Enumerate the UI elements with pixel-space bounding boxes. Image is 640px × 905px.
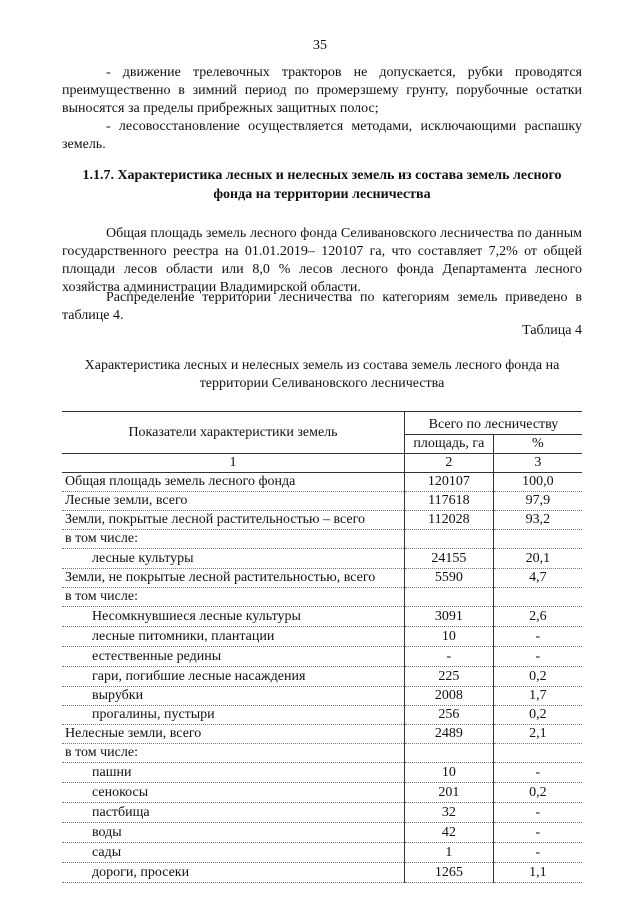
row-label: прогалины, пустыри <box>62 706 405 725</box>
row-label: лесные питомники, плантации <box>62 627 405 647</box>
row-percent: 1,7 <box>493 687 582 706</box>
page-number: 35 <box>313 38 327 53</box>
row-percent <box>493 588 582 607</box>
row-label: естественные редины <box>62 647 405 667</box>
row-area: 5590 <box>405 569 494 588</box>
section-heading: 1.1.7. Характеристика лесных и нелесных земель из состава земель лесного фонда на территории лесничества <box>82 168 562 202</box>
col-number-2: 2 <box>405 454 494 473</box>
header-indicator: Показатели характеристики земель <box>62 412 405 454</box>
row-area: 1265 <box>405 863 494 883</box>
table-row <box>62 511 582 530</box>
table-row <box>62 706 582 725</box>
table-row <box>62 783 582 803</box>
row-label: Нелесные земли, всего <box>62 725 405 744</box>
row-percent: 100,0 <box>493 473 582 492</box>
row-label: Лесные земли, всего <box>62 492 405 511</box>
row-area: 10 <box>405 627 494 647</box>
row-area <box>405 530 494 549</box>
table-row <box>62 569 582 588</box>
table-row <box>62 803 582 823</box>
table-row <box>62 492 582 511</box>
table-row <box>62 667 582 687</box>
table-row <box>62 647 582 667</box>
row-area: 32 <box>405 803 494 823</box>
table-row <box>62 744 582 763</box>
row-percent: - <box>493 803 582 823</box>
row-area <box>405 744 494 763</box>
row-label: в том числе: <box>62 744 405 763</box>
header-percent: % <box>493 435 582 454</box>
row-percent: 0,2 <box>493 667 582 687</box>
land-table <box>62 411 582 883</box>
row-label: сады <box>62 843 405 863</box>
row-area: 120107 <box>405 473 494 492</box>
row-percent: 93,2 <box>493 511 582 530</box>
table-row <box>62 843 582 863</box>
table-row <box>62 473 582 492</box>
row-percent: - <box>493 763 582 783</box>
row-percent: - <box>493 627 582 647</box>
row-area: 2008 <box>405 687 494 706</box>
row-area: 225 <box>405 667 494 687</box>
table-row <box>62 588 582 607</box>
row-percent: 0,2 <box>493 783 582 803</box>
row-label: Земли, не покрытые лесной растительностью, всего <box>62 569 405 588</box>
table-row <box>62 863 582 883</box>
table-row <box>62 725 582 744</box>
row-area: 117618 <box>405 492 494 511</box>
row-area: 201 <box>405 783 494 803</box>
row-label: в том числе: <box>62 588 405 607</box>
row-area: - <box>405 647 494 667</box>
row-label: Общая площадь земель лесного фонда <box>62 473 405 492</box>
row-percent: 2,1 <box>493 725 582 744</box>
row-percent: - <box>493 647 582 667</box>
row-area: 42 <box>405 823 494 843</box>
intro-paragraph-reforestation: - лесовосстановление осуществляется методами, исключающими распашку земель. <box>62 119 582 152</box>
row-label: пастбища <box>62 803 405 823</box>
row-percent: 97,9 <box>493 492 582 511</box>
row-label: лесные культуры <box>62 549 405 569</box>
row-area: 3091 <box>405 607 494 627</box>
row-area: 256 <box>405 706 494 725</box>
row-label: Несомкнувшиеся лесные культуры <box>62 607 405 627</box>
table-row <box>62 549 582 569</box>
table-row <box>62 627 582 647</box>
row-label: сенокосы <box>62 783 405 803</box>
row-percent: - <box>493 823 582 843</box>
col-number-3: 3 <box>493 454 582 473</box>
row-percent: 2,6 <box>493 607 582 627</box>
body-paragraph-total-area: Общая площадь земель лесного фонда Селивановского лесничества по данным государственного реестра на 01.01.2019– 120107 га, что составляет 7,2% от общей площади лесов области или 8,0 % лесов лесного фонда Департамента лесного хозяйства администрации Владимирской области. <box>62 226 582 295</box>
row-area: 24155 <box>405 549 494 569</box>
table-row <box>62 823 582 843</box>
row-percent: 20,1 <box>493 549 582 569</box>
row-label: пашни <box>62 763 405 783</box>
row-percent: - <box>493 843 582 863</box>
row-percent <box>493 744 582 763</box>
header-area: площадь, га <box>405 435 494 454</box>
table-row <box>62 607 582 627</box>
body-paragraph-distribution: Распределение территории лесничества по категориям земель приведено в таблице 4. <box>62 290 582 323</box>
row-area: 112028 <box>405 511 494 530</box>
row-percent: 1,1 <box>493 863 582 883</box>
row-area: 1 <box>405 843 494 863</box>
row-label: вырубки <box>62 687 405 706</box>
table-row <box>62 763 582 783</box>
table-row <box>62 530 582 549</box>
row-label: воды <box>62 823 405 843</box>
row-label: Земли, покрытые лесной растительностью – всего <box>62 511 405 530</box>
row-label: в том числе: <box>62 530 405 549</box>
row-percent: 4,7 <box>493 569 582 588</box>
row-label: дороги, просеки <box>62 863 405 883</box>
intro-paragraph-tractors: - движение трелевочных тракторов не допускается, рубки проводятся преимущественно в зимний период по промерзшему грунту, порубочные остатки выносятся за пределы прибрежных защитных полос; <box>62 65 582 116</box>
table-caption: Характеристика лесных и нелесных земель из состава земель лесного фонда на территории Селивановского лесничества <box>84 358 560 391</box>
row-area <box>405 588 494 607</box>
row-percent: 0,2 <box>493 706 582 725</box>
col-number-1: 1 <box>62 454 405 473</box>
row-area: 10 <box>405 763 494 783</box>
table-row <box>62 687 582 706</box>
row-area: 2489 <box>405 725 494 744</box>
header-total: Всего по лесничеству <box>405 412 583 435</box>
row-label: гари, погибшие лесные насаждения <box>62 667 405 687</box>
row-percent <box>493 530 582 549</box>
table-label: Таблица 4 <box>522 323 582 338</box>
